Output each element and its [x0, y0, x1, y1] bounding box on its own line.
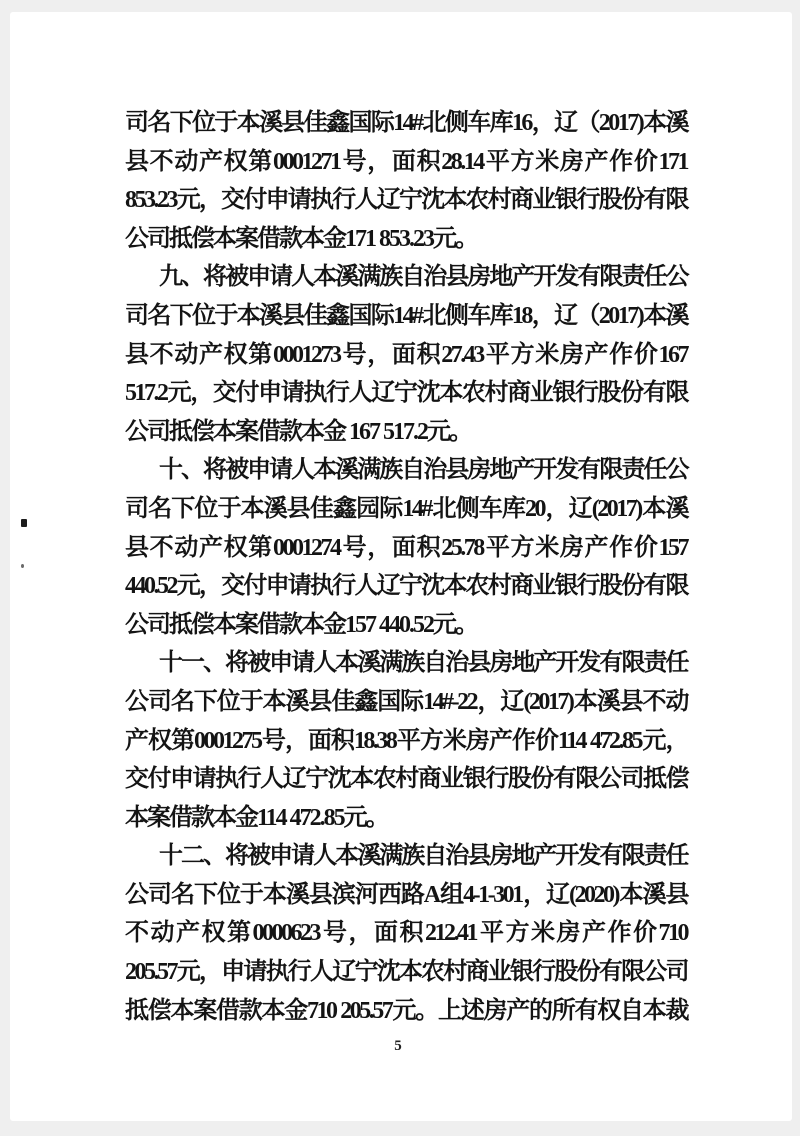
text-line: 公司抵偿本案借款本金 167 517.2元。 — [125, 418, 471, 445]
text-line: 司名下位于本溪县佳鑫国际14#北侧车库18，辽（2017)本溪 — [125, 302, 687, 329]
text-line: 司名下位于本溪县佳鑫国际14#北侧车库16，辽（2017)本溪 — [125, 110, 687, 136]
text-line: 205.57元，申请执行人辽宁沈本农村商业银行股份有限公司 — [125, 959, 687, 986]
scan-artifact-dot — [21, 564, 24, 568]
text-line: 九、将被申请人本溪满族自治县房地产开发有限责任公 — [159, 264, 687, 291]
text-line: 抵偿本案借款本金710 205.57元。上述房产的所有权自本裁 — [125, 997, 687, 1024]
text-line: 十、将被申请人本溪满族自治县房地产开发有限责任公 — [159, 457, 687, 484]
text-line: 县不动产权第0001271号，面积28.14平方米房产作价171 — [125, 148, 687, 175]
text-line: 十一、将被申请人本溪满族自治县房地产开发有限责任 — [159, 650, 687, 677]
text-line: 本案借款本金114 472.85元。 — [125, 804, 388, 831]
text-line: 县不动产权第0001273号，面积27.43平方米房产作价167 — [125, 341, 687, 368]
text-line: 县不动产权第0001274号，面积25.78平方米房产作价157 — [125, 534, 687, 561]
text-line: 产权第0001275号，面积18.38平方米房产作价114 472.85元， — [125, 727, 687, 754]
text-line: 公司抵偿本案借款本金171 853.23元。 — [125, 225, 477, 252]
ruling-text-block — [125, 104, 687, 1030]
text-line: 公司名下位于本溪县佳鑫国际14#-22，辽(2017)本溪县不动 — [125, 688, 687, 715]
text-line: 853.23元，交付申请执行人辽宁沈本农村商业银行股份有限 — [125, 187, 687, 214]
text-line: 公司名下位于本溪县滨河西路A组4-1-301，辽(2020)本溪县 — [125, 881, 687, 908]
page-number: 5 — [394, 1038, 402, 1054]
document-page — [10, 12, 792, 1121]
text-line: 517.2元，交付申请执行人辽宁沈本农村商业银行股份有限 — [125, 380, 687, 407]
text-line: 司名下位于本溪县佳鑫园际14#北侧车库20，辽(2017)本溪 — [125, 495, 687, 522]
text-line: 十二、将被申请人本溪满族自治县房地产开发有限责任 — [159, 843, 687, 870]
text-line: 440.52元，交付申请执行人辽宁沈本农村商业银行股份有限 — [125, 573, 687, 600]
scan-artifact-dot — [21, 519, 27, 527]
text-line: 不动产权第0000623号，面积212.41平方米房产作价710 — [125, 920, 687, 947]
text-line: 公司抵偿本案借款本金157 440.52元。 — [125, 611, 477, 638]
text-line: 交付申请执行人辽宁沈本农村商业银行股份有限公司抵偿 — [125, 766, 687, 793]
